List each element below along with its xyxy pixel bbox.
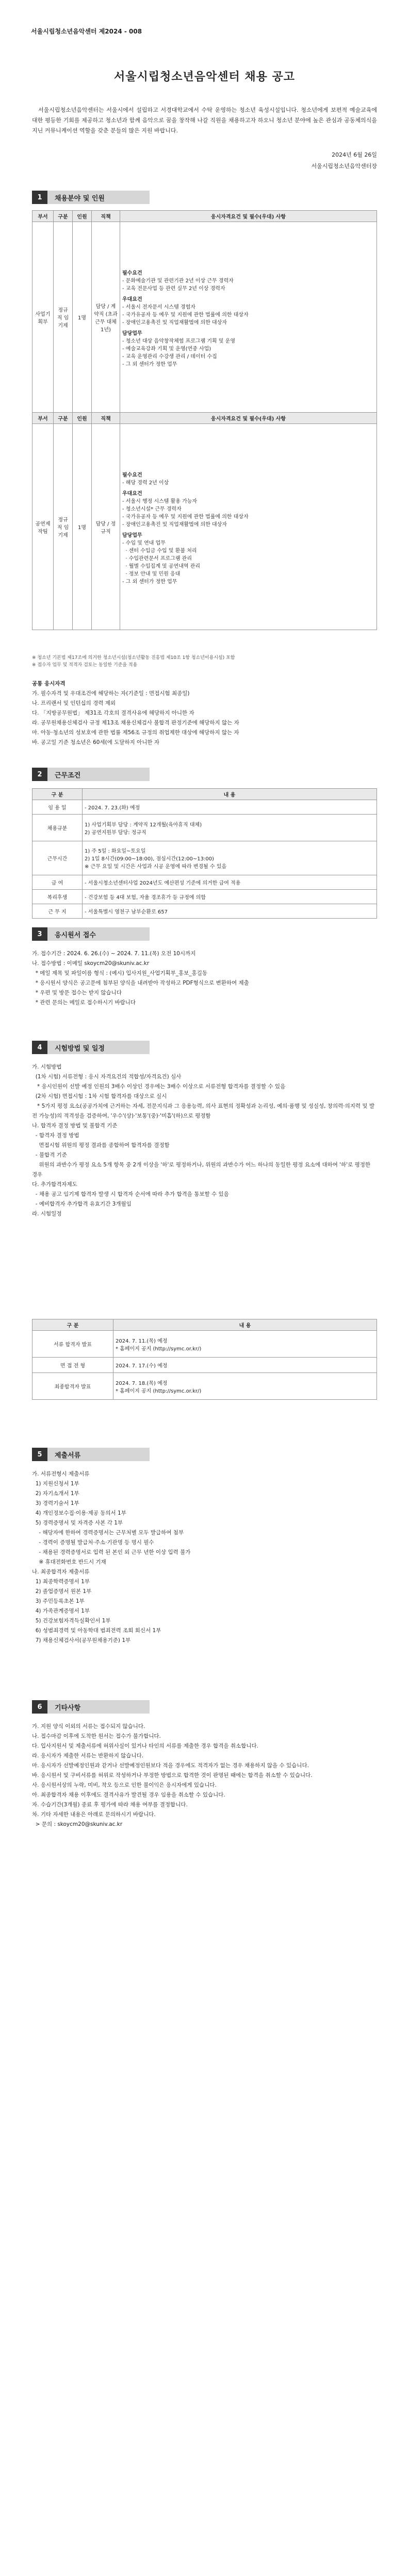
section-title: 근무조건 (47, 768, 150, 781)
section-number: 2 (32, 768, 47, 781)
req-heading: 필수요건 (122, 472, 142, 478)
list-item: 6) 성범죄경력 및 아동학대 범죄전력 조회 회신서 1부 (32, 1628, 161, 1634)
list-item: 나. 최종합격자 제출서류 (32, 1569, 90, 1575)
list-item: 라. 공무원채용신체검사 규정 제13조 채용신체검사 불합격 판정기준에 해당하지 않는 자 (32, 720, 239, 726)
list-item: 5) 건강보험자격득실확인서 1부 (32, 1618, 111, 1624)
requirements-cell (120, 222, 377, 413)
list-item: 다. 입사지원서 및 제출서류에 허위사실이 있거나 타인의 서류를 제출한 경우 합격을 취소합니다. (32, 1743, 258, 1749)
page-title: 서울시립청소년음악센터 채용 공고 (113, 71, 296, 83)
dept-cell: 공연제작팀 (32, 424, 54, 630)
col-header: 구 분 (32, 1319, 113, 1331)
req-heading: 우대요건 (122, 296, 142, 302)
list-item: 라. 시험일정 (32, 1211, 62, 1217)
list-item: - 경력이 증명될 발급처·주소·기관명 등 명시 필수 (32, 1539, 154, 1546)
list-item: 나. 프리랜서 및 인턴십의 경력 제외 (32, 700, 116, 706)
list-item: 2) 졸업증명서 원본 1부 (32, 1588, 92, 1595)
section-number: 5 (32, 1448, 47, 1461)
row-value: 2024. 7. 17.(수) 예정 (113, 1358, 377, 1373)
req-text: - 수입 및 연내 업무 · 센터 수입금 수입 및 환불 처리 · 수입관련문서 프로그램 관리 · 월별 수입집계 및 공연내역 관리 · 정보 안내 및 민원 응대 - 그 외 센터가 정한 업무 (122, 540, 201, 585)
organization-name: 서울시립청소년음악센터장 (311, 163, 377, 170)
list-item: 1) 지원신청서 1부 (32, 1481, 79, 1487)
col-header: 직책 (92, 413, 120, 424)
col-header: 직책 (92, 211, 120, 222)
col-header: 응시자격요건 및 필수(우대) 사항 (120, 211, 377, 222)
list-item: 가. 시험방법 (32, 1064, 62, 1070)
list-item: 나. 합격자 결정 방법 및 불합격 기준 (32, 1123, 118, 1129)
req-text: - 해당 경력 2년 이상 (122, 480, 169, 486)
col-header: 인원 (73, 413, 92, 424)
list-item: 2) 자기소개서 1부 (32, 1490, 79, 1497)
misc-list (32, 1722, 377, 1829)
section-title: 응시원서 접수 (47, 927, 150, 941)
row-key: 서류 합격자 발표 (32, 1331, 113, 1358)
application-list (32, 949, 377, 1008)
col-header: 구분 (54, 413, 73, 424)
col-header: 응시자격요건 및 필수(우대) 사항 (120, 413, 377, 424)
list-item: - 채용된 경력증명서로 입력 된 본인 외 근무 년한 이상 입력 불가 (32, 1549, 191, 1555)
row-value: 2024. 7. 11.(목) 예정 * 홈페이지 공지 (http://symc.or.kr/) (113, 1331, 377, 1358)
list-item: 가. 서류전형시 제출서류 (32, 1471, 90, 1477)
col-header: 내 용 (83, 789, 377, 800)
row-key: 채용규분 (32, 815, 83, 841)
row-value: 1) 사업기획부 담당 : 계약직 12개월(육아휴직 대체) 2) 공연지원부 담당: 정규직 (83, 815, 377, 841)
list-item: 다. 「지방공무원법」 제31조 각호의 결격사유에 해당하지 아니한 자 (32, 710, 194, 716)
req-text: - 문화예술기관 및 관련기관 2년 이상 근무 경력자 - 교육 전문사업 등 관련 실무 2년 이상 경력자 (122, 278, 234, 292)
email-link[interactable]: 나. 접수방법 : 이메일 skoycm20@skuniv.ac.kr (32, 960, 150, 967)
list-item: 바. 응시원서 및 구비서류를 허위로 작성하거나 부정한 방법으로 합격한 것이 판명된 때에는 합격을 취소할 수 있습니다. (32, 1772, 313, 1778)
common-qualifications (32, 679, 377, 748)
count-cell: 1명 (73, 222, 92, 413)
list-item: 위원의 과반수가 평정 요소 5개 항목 중 2개 이상을 '하'로 평정하거나, 위원의 과반수가 어느 하나의 동일한 평정 요소에 대하여 '하'로 평정한 경우 (32, 1162, 372, 1178)
list-item: 라. 응시자가 제출한 서류는 반환하지 않습니다. (32, 1753, 144, 1759)
list-item: (2차 시험) 면접시험 : 1차 시험 합격자를 대상으로 실시 (32, 1093, 167, 1099)
list-item: 아. 최종합격자 채용 이후에도 결격사유가 발견될 경우 임용을 취소할 수 있습니다. (32, 1792, 225, 1798)
list-item: 1) 최종학력증명서 1부 (32, 1579, 90, 1585)
col-header: 인원 (73, 211, 92, 222)
list-item: - 채용 공고 임기제 합격자 발생 시 합격자 순서에 따라 추가 합격을 통보할 수 있음 (32, 1191, 229, 1197)
section-number: 1 (32, 191, 47, 204)
list-item: 마. 응시자가 선발예정인원과 같거나 선발예정인원보다 적을 경우에도 적격자가 없는 경우 채용하지 않을 수 있습니다. (32, 1762, 309, 1769)
work-conditions-table (32, 788, 377, 919)
schedule-table (32, 1319, 377, 1400)
list-item: 5) 경력증명서 및 자격증 사본 각 1부 (32, 1520, 123, 1526)
section-title: 채용분야 및 인원 (47, 191, 150, 204)
role-cell: 담당 / 계약직 (초과근무 대체 1년) (92, 222, 120, 413)
list-item: 차. 기타 자세한 내용은 아래로 문의하시기 바랍니다. (32, 1811, 156, 1818)
documents-list (32, 1469, 377, 1646)
list-item: ※ 휴대전화번호 반드시 기재 (32, 1559, 106, 1565)
list-item: 자. 수습기간(3개월) 종료 후 평가에 따라 채용 여부를 결정합니다. (32, 1802, 188, 1808)
list-item: 4) 가족관계증명서 1부 (32, 1608, 90, 1614)
req-heading: 필수요건 (122, 270, 142, 276)
table-notes: ※ 청소년 기본법 제17조에 의거한 청소년시설(청소년활동 진흥법 제10조 1항 청소년이용시설) 포함 ※ 접수자 업무 및 적격자 검토는 동일한 기준을 적용 (32, 655, 235, 668)
section-3-header (32, 927, 150, 941)
list-item: 4) 개인정보수집·이용·제공 동의서 1부 (32, 1510, 126, 1516)
section-title: 시험방법 및 일정 (47, 1041, 150, 1054)
row-key: 근무시간 (32, 841, 83, 875)
section-1-header (32, 191, 150, 204)
row-value: 1) 주 5일 : 화요일~토요일 2) 1일 8시간(09:00~18:00), 점심시간(12:00~13:00) ※ 근무 요일 및 시간은 사업과 시공 운영에 따라 변경될 수 있음 (83, 841, 377, 875)
list-item: * 응시인원이 선발 예정 인원의 3배수 이상인 경우에는 3배수 이상으로 서류전형 합격자를 결정할 수 있음 (32, 1083, 286, 1090)
col-header: 구 분 (32, 789, 83, 800)
req-text: - 청소년 대상 음악창작체험 프로그램 기획 및 운영 - 예술교육강좌 기획 및 운영(연중 사업) - 교육 운영관리 수강생 관리 / 데이터 수집 - 그 외 센터가 정한 업무 (122, 338, 236, 367)
list-item: 면접시험 위원의 평정 결과를 종합하여 합격자를 결정함 (32, 1142, 170, 1148)
list-item: 3) 주민등록초본 1부 (32, 1598, 85, 1604)
section-number: 4 (32, 1041, 47, 1054)
list-item: * 관련 문의는 메일로 접수하시기 바랍니다 (32, 999, 136, 1006)
col-header: 부서 (32, 413, 54, 424)
list-item: * 우편 및 방문 접수는 받지 않습니다 (32, 990, 122, 996)
list-item: 마. 아동·청소년의 성보호에 관한 법률 제56조 규정의 취업제한 대상에 해당하지 않는 자 (32, 730, 239, 736)
list-item: * 응시원서 양식은 공고문에 첨부된 양식을 내려받아 작성하고 PDF형식으로 변환하여 제출 (32, 980, 249, 986)
row-key: 근 무 지 (32, 904, 83, 919)
list-item: 7) 채용신체검사서(공무원채용기준) 1부 (32, 1637, 131, 1643)
contact-email-link[interactable]: > 문의 : skoycm20@skuniv.ac.kr (32, 1821, 123, 1827)
section-title: 기타사항 (47, 1700, 150, 1714)
row-key: 면 접 전 형 (32, 1358, 113, 1373)
row-value: 2024. 7. 18.(목) 예정 * 홈페이지 공지 (http://symc.or.kr/) (113, 1373, 377, 1400)
list-item: 3) 경력기술서 1부 (32, 1500, 79, 1506)
row-value: - 건강보험 등 4대 보험, 자율 경조휴가 등 규정에 의함 (83, 890, 377, 904)
list-item: 가. 지원 양식 이외의 서류는 접수되지 않습니다. (32, 1723, 145, 1730)
exam-method-list (32, 1062, 377, 1219)
req-heading: 우대요건 (122, 490, 142, 497)
req-heading: 담당업무 (122, 330, 142, 336)
row-value: - 2024. 7. 23.(화) 예정 (83, 800, 377, 815)
req-heading: 담당업무 (122, 532, 142, 538)
list-item: * 메일 제목 및 파일이름 형식 : (예시) 입사지원_사업기획부_홍보_홍길동 (32, 970, 207, 976)
list-item: 나. 접수마감 이후에 도착한 원서는 접수가 불가합니다. (32, 1733, 161, 1739)
row-key: 임 용 일 (32, 800, 83, 815)
row-key: 급 여 (32, 875, 83, 890)
row-key: 복리후생 (32, 890, 83, 904)
intro-paragraph: 서울시립청소년음악센터는 서울시에서 설립하고 서경대학교에서 수탁 운영하는 청소년 육성시설입니다. 청소년에게 보편적 예술교육에 대한 평등한 기회를 제공하고 청소년과 함께 음악으로 꿈을 창작해 나갈 직원을 채용하고자 하오니 청소년 분야에 높은 관심과 공동체의식을 지닌 커뮤니케이션 역할을 갖춘 분들의 많은 지원 바랍니다. (32, 107, 377, 134)
recruitment-table (32, 210, 377, 630)
dept-cell: 사업기획부 (32, 222, 54, 413)
type-cell: 정규직 임기제 (54, 424, 73, 630)
row-key: 최종합격자 발표 (32, 1373, 113, 1400)
list-item: * 5가지 평정 요소(공공가치에 근거하는 자세, 전문지식과 그 응용능력, 의사 표현의 정확성과 논리성, 예의·품행 및 성실성, 창의력·의지력 및 발전 가능성)의 적격성을 검증하여, '우수'(상)·'보통'(중)·'미흡'(하)으로 평정함 (32, 1103, 375, 1119)
list-item: - 해당자에 한하여 경력증명서는 근무처별 모두 발급하여 첨부 (32, 1530, 184, 1536)
role-cell: 담당 / 정규직 (92, 424, 120, 630)
type-cell: 정규직 임기제 (54, 222, 73, 413)
document-number: 서울시립청소년음악센터 제2024 - 008 (31, 28, 142, 35)
section-5-header (32, 1448, 150, 1461)
section-4-header (32, 1041, 150, 1054)
col-header: 내 용 (113, 1319, 377, 1331)
section-6-header (32, 1700, 150, 1714)
list-item: 다. 추가합격자제도 (32, 1181, 77, 1188)
req-text: - 서울시 전자문서 시스템 경험자 - 국가유공자 등 예우 및 지원에 관한 법률에 의한 대상자 - 장애인고용촉진 및 직업재활법에 의한 대상자 (122, 304, 249, 326)
list-item: 가. 접수기간 : 2024. 6. 26.(수) ~ 2024. 7. 11.(목) 오전 10시까지 (32, 951, 196, 957)
row-value: - 서울시청소년센터사업 2024년도 예산편성 기준에 의거한 급여 적용 (83, 875, 377, 890)
col-header: 구분 (54, 211, 73, 222)
col-header: 부서 (32, 211, 54, 222)
req-text: - 서울시 행정 시스템 활용 가능자 - 청소년시설* 근무 경력자 - 국가유공자 등 예우 및 지원에 관한 법률에 의한 대상자 - 장애인고용촉진 및 직업재활법에 의한 대상자 (122, 498, 249, 528)
row-value: - 서울특별시 영천구 남부순환로 657 (83, 904, 377, 919)
section-number: 3 (32, 927, 47, 941)
list-item: - 예비합격자 추가합격 유효기간 3개월임 (32, 1201, 132, 1207)
section-number: 6 (32, 1700, 47, 1714)
list-item: 사. 응시원서상의 누락, 미비, 착오 등으로 인한 불이익은 응시자에게 있습니다. (32, 1782, 217, 1788)
section-2-header (32, 768, 150, 781)
announcement-date: 2024년 6월 26일 (332, 151, 377, 158)
list-item: 가. 필수자격 및 우대조건에 해당하는 자(기준일 : 면접시험 최종일) (32, 690, 190, 697)
requirements-cell (120, 424, 377, 630)
list-item: 바. 공고일 기준 청소년은 60세(에 도달하지 아니한 자 (32, 739, 160, 745)
list-item: - 불합격 기준 (32, 1152, 67, 1158)
count-cell: 1명 (73, 424, 92, 630)
list-item: (1차 시험) 서류전형 : 응시 자격요건의 적합성/자격요건) 심사 (32, 1074, 182, 1080)
list-item: - 합격자 결정 방법 (32, 1132, 79, 1139)
section-title: 제출서류 (47, 1448, 150, 1461)
common-title: 공통 응시자격 (32, 681, 66, 687)
